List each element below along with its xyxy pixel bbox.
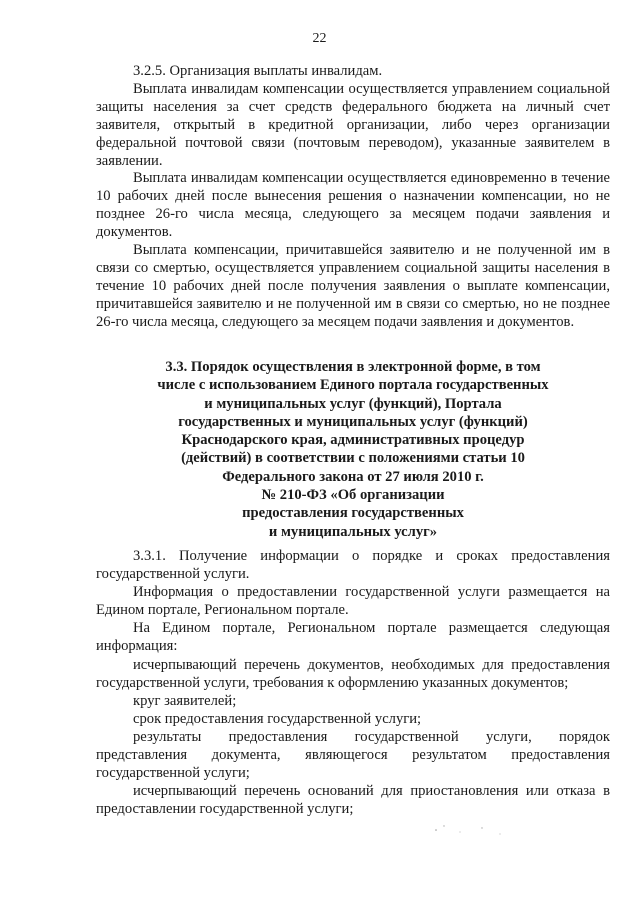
heading-line: числе с использованием Единого портала государственных [157,377,549,394]
paragraph: Информация о предоставлении государственной услуги размещается на Едином портале, Региональном портале. [96,584,610,619]
paragraph: 3.3.1. Получение информации о порядке и сроках предоставления государственной услуги. [96,548,610,583]
heading-line: Краснодарского края, административных процедур [181,432,525,449]
list-item: исчерпывающий перечень документов, необходимых для предоставления государственной услуги, требования к оформлению указанных документов; [96,656,610,691]
heading-line: предоставления государственных [242,505,464,522]
section-3-2-5 [96,63,610,332]
paragraph: Выплата инвалидам компенсации осуществляется единовременно в течение 10 рабочих дней после вынесения решения о назначении компенсации, но не позднее 26-го числа месяца, следующего за месяцем подачи заявления и документов. [96,170,610,241]
heading-line: № 210-ФЗ «Об организации [261,487,445,504]
paragraph: Выплата инвалидам компенсации осуществляется управлением социальной защиты населения за счет средств федерального бюджета на личный счет заявителя, открытый в кредитной организации, либо через организации федеральной почтовой связи (почтовым переводом), указанные заявителем в заявлении. [96,80,610,169]
heading-line: 3.3. Порядок осуществления в электронной форме, в том [165,359,541,375]
section-3-3-1 [96,547,610,818]
heading-line: государственных и муниципальных услуг (функций) [178,413,528,430]
heading-line: и муниципальных услуг» [268,523,438,540]
list-item: результаты предоставления государственной услуги, порядок представления документа, являющегося результатом предоставления государственной услуги; [96,728,610,782]
heading-line: (действий) в соответствии с положениями статьи 10 [181,450,525,467]
page-number: 22 [312,31,327,46]
paragraph: Выплата компенсации, причитавшейся заявителю и не полученной им в связи со смертью, осуществляется управлением социальной защиты населения в течение 10 рабочих дней после получения заявления о выплате компенсации, причитавшейся заявителю и не полученной им в связи со смертью, но не позднее 26-го числа месяца, следующего за месяцем подачи заявления и документов. [96,242,610,330]
list-item: срок предоставления государственной услуги; [133,710,422,727]
heading-line: и муниципальных услуг (функций), Портала [204,395,502,412]
paragraph: На Едином портале, Региональном портале размещается следующая информация: [96,620,610,655]
section-3-3-heading [96,358,610,541]
list-item: круг заявителей; [133,692,237,709]
list-item: исчерпывающий перечень оснований для приостановления или отказа в предоставлении государственной услуги; [96,783,610,818]
paragraph: 3.2.5. Организация выплаты инвалидам. [133,63,383,79]
heading-line: Федерального закона от 27 июля 2010 г. [222,468,484,485]
scan-artifact [430,820,510,850]
